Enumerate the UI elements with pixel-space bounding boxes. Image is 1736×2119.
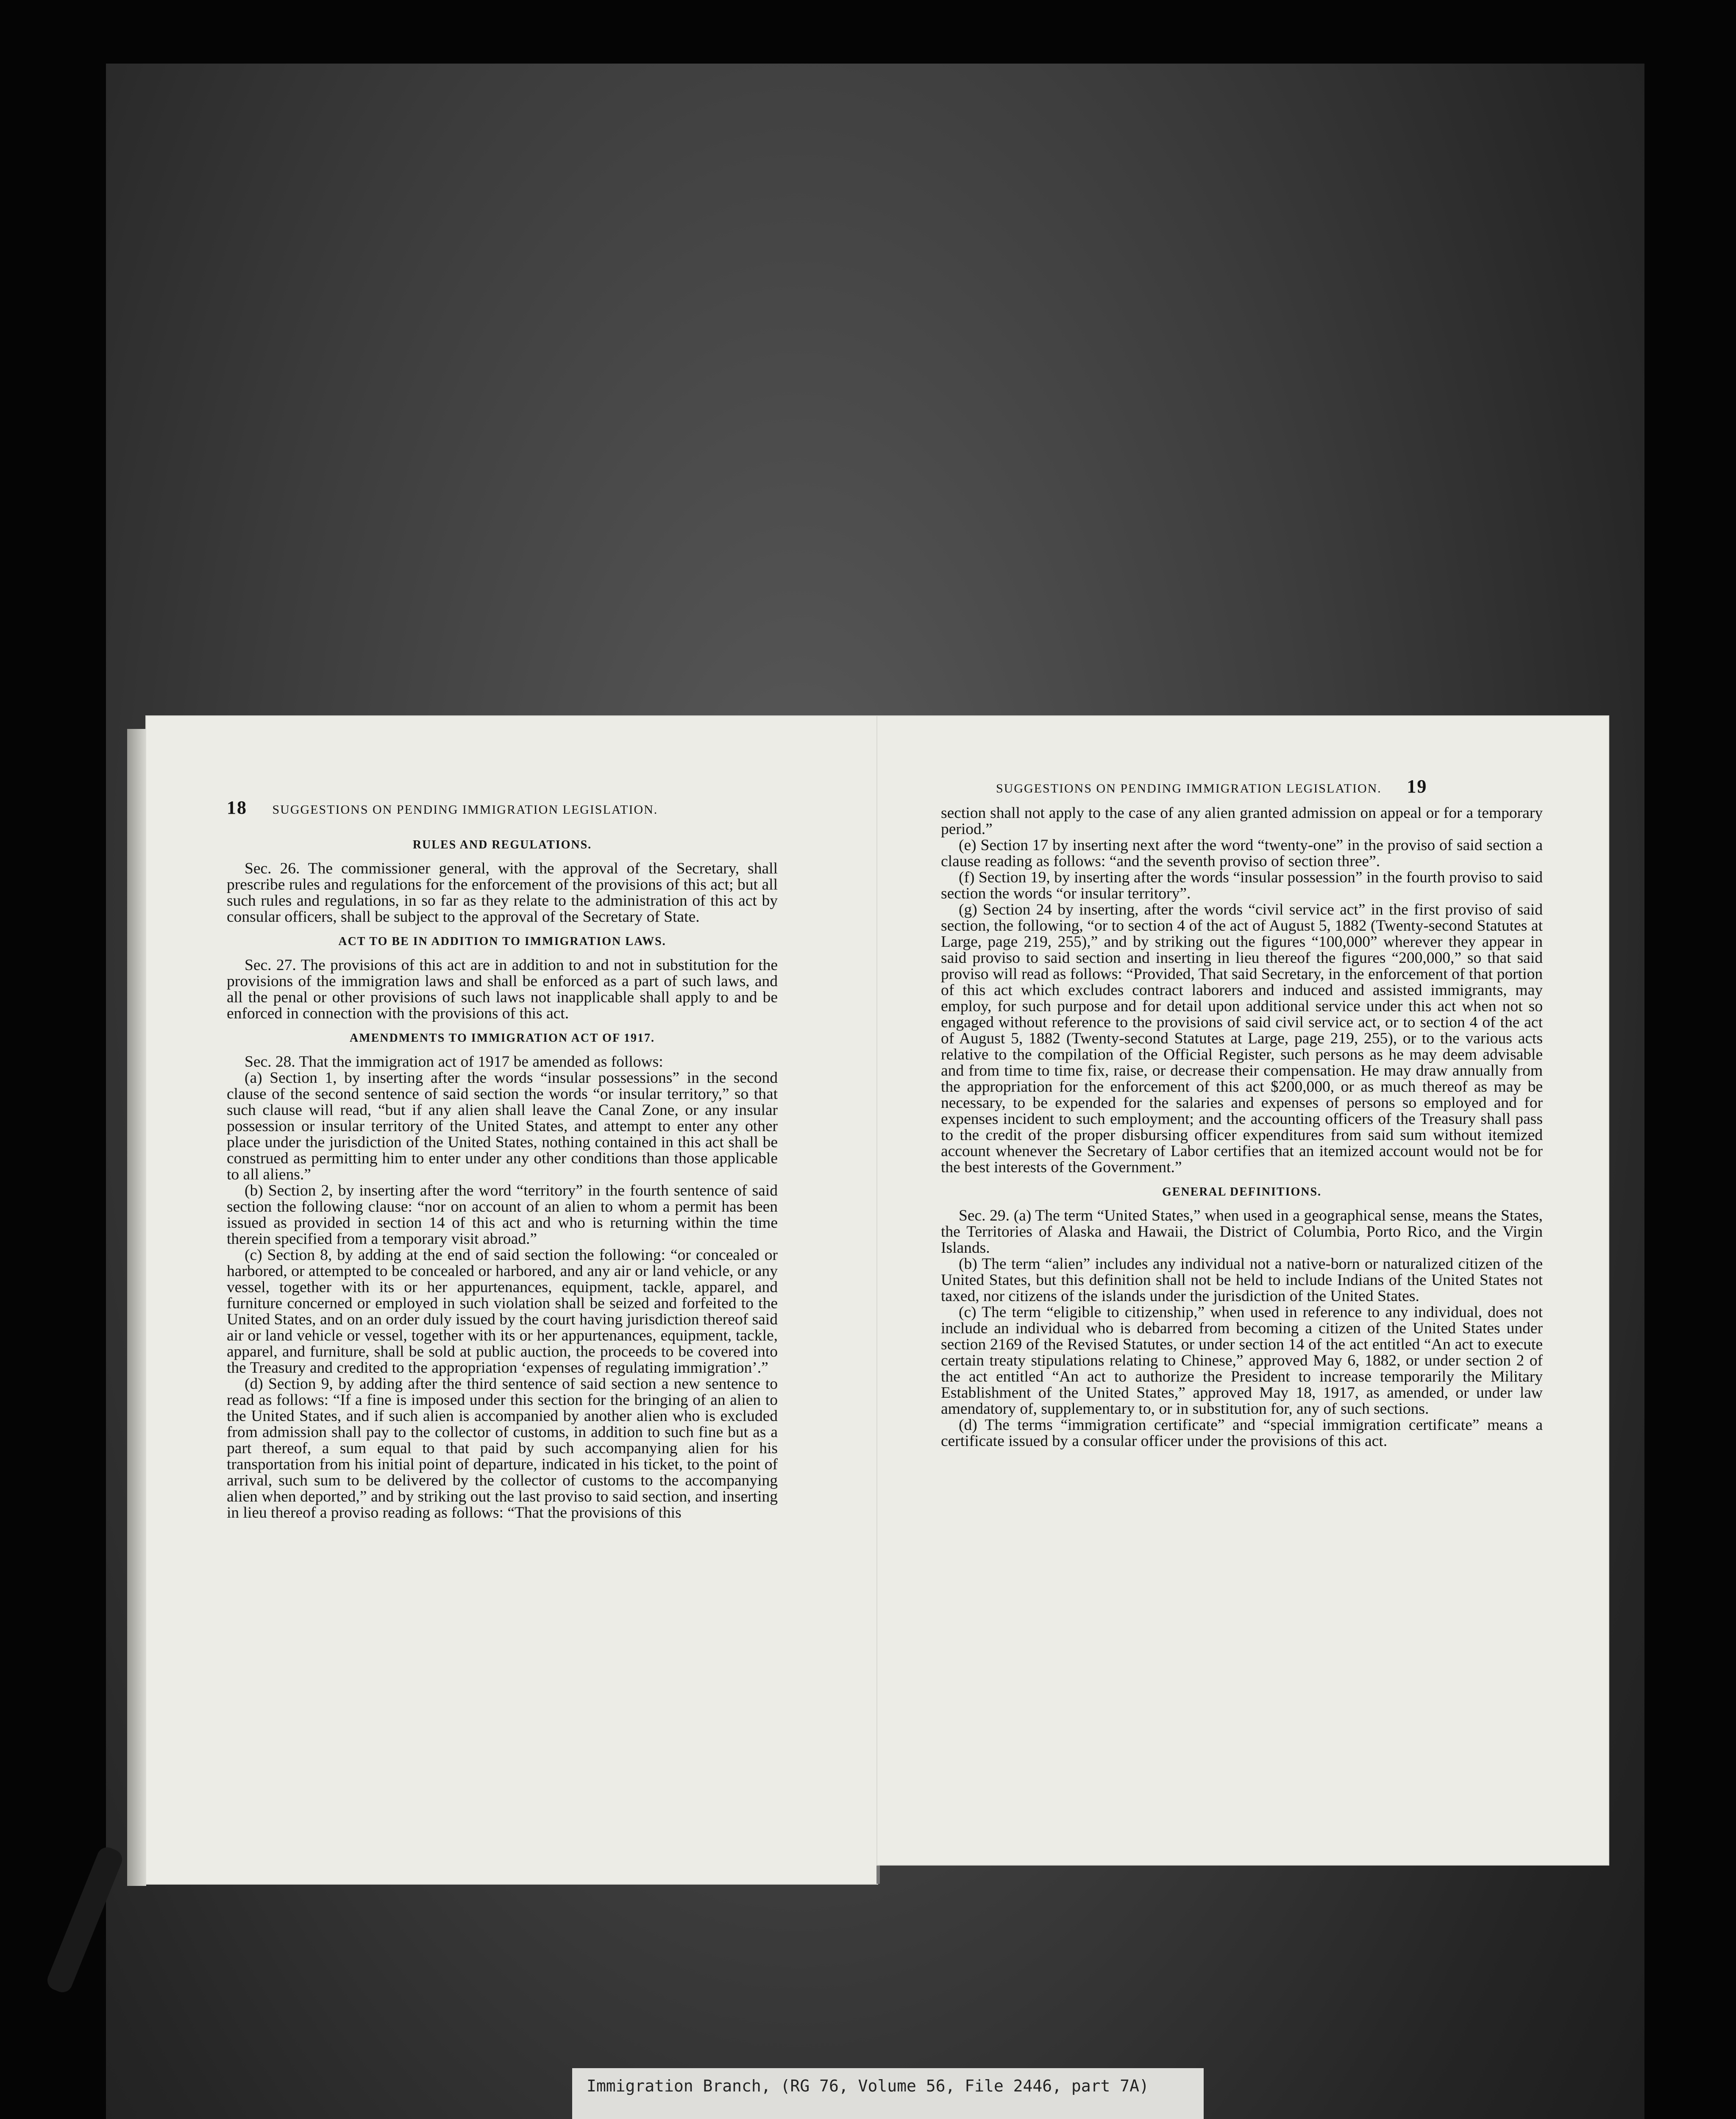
right-page-number: 19 <box>1407 776 1427 797</box>
left-running-head <box>227 797 658 818</box>
paragraph: (b) The term “alien” includes any individual not a native-born or naturalized citizen of the United States, but this definition shall not be held to include Indians of the United States not taxed, nor citizens of the islands under the jurisdiction of the United States. <box>941 1255 1543 1305</box>
paragraph: (c) The term “eligible to citizenship,” when used in reference to any individual, does not include an individual who is debarred from becoming a citizen of the United States under section 2169 of the Revised Statutes, or under section 14 of the act entitled “An act to execute certain treaty stipulations relating to Chinese,” approved May 6, 1882, or under section 2 of the act entitled “An act to authorize the President to increase temporarily the Military Establishment of the United States,” approved May 18, 1917, as amended, or under law amendatory of, supplementary to, or in substitution for, any of such sections. <box>941 1304 1543 1418</box>
section-heading: RULES AND REGULATIONS. <box>412 838 592 851</box>
paragraph: Sec. 26. The commissioner general, with the approval of the Secretary, shall prescribe rules and regulations for the enforcement of the provisions of this act; but all such rules and regulations, in so far as they relate to the administration of this act by consular officers, shall be subject to the approval of the Secretary of State. <box>227 860 778 926</box>
paragraph: Sec. 28. That the immigration act of 1917 be amended as follows: <box>245 1053 663 1071</box>
section-heading: AMENDMENTS TO IMMIGRATION ACT OF 1917. <box>349 1032 655 1045</box>
paragraph: (c) Section 8, by adding at the end of said section the following: “or concealed or harbored, or attempted to be concealed or harbored, and any air or land vehicle, or any vessel, together with its or her appurtenances, equipment, tackle, apparel, and furniture concerned or employed in such violation shall be seized and forfeited to the United States, and on an order duly issued by the court having jurisdiction thereof said air or land vehicle or vessel, together with its or her appurtenances, equipment, tackle, apparel, and furniture, shall be sold at public auction, the proceeds to be covered into the Treasury and credited to the appropriation ‘expenses of regulating immigration’.” <box>227 1246 778 1377</box>
left-running-title: SUGGESTIONS ON PENDING IMMIGRATION LEGISLATION. <box>272 803 658 817</box>
left-body-text <box>227 829 778 1521</box>
paragraph: (g) Section 24 by inserting, after the words “civil service act” in the first proviso of said section, the following, “or to section 4 of the act of August 5, 1882 (Twenty-second Statutes at Large, page 219, 255),” and by striking out the figures “100,000” wherever they appear in said proviso to said section and inserting in lieu thereof the figures “200,000,” so that said proviso will read as follows: “Provided, That said Secretary, in the enforcement of that portion of this act which excludes contract laborers and induced and assisted immigrants, may employ, for such purpose and for detail upon additional service under this act when not so engaged without reference to the provisions of said civil service act, or to section 4 of the act of August 5, 1882 (Twenty-second Statutes at Large, page 219, 255), or to the various acts relative to the compilation of the Official Register, such persons as he may deem advisable and from time to time fix, raise, or decrease their compensation. He may draw annually from the appropriation for the enforcement of this act $200,000, or as much thereof as may be necessary, to be expended for the salaries and expenses of persons so employed and for expenses incident to such employment; and the accounting officers of the Treasury shall pass to the credit of the proper disbursing officer expenditures from said sum without itemized account whenever the Secretary of Labor certifies that an itemized account would not be for the best interests of the Government.” <box>941 901 1543 1176</box>
right-running-title: SUGGESTIONS ON PENDING IMMIGRATION LEGISLATION. <box>996 781 1382 795</box>
paragraph: (b) Section 2, by inserting after the word “territory” in the fourth sentence of said section the following clause: “nor on account of an alien to whom a permit has been issued as provided in section 14 of this act and who is returning within the time therein specified from a temporary visit abroad.” <box>227 1182 778 1248</box>
right-running-head <box>996 776 1427 797</box>
paragraph: Sec. 29. (a) The term “United States,” when used in a geographical sense, means the States, the Territories of Alaska and Hawaii, the District of Columbia, Porto Rico, and the Virgin Islands. <box>941 1207 1543 1257</box>
left-page <box>146 716 877 1884</box>
page-edge-stack <box>127 729 146 1886</box>
archive-reference-label: Immigration Branch, (RG 76, Volume 56, File 2446, part 7A) <box>572 2068 1204 2119</box>
paragraph: (d) Section 9, by adding after the third sentence of said section a new sentence to read as follows: “If a fine is imposed under this section for the bringing of an alien to the United States, and if such alien is accompanied by another alien who is excluded from admission shall pay to the collector of customs, in addition to such fine but as a part thereof, a sum equal to that paid by such accompanying alien for his transportation from his initial point of departure, indicated in his ticket, to the point of arrival, such sum to be delivered by the collector of customs to the accompanying alien when deported,” and by striking out the last proviso to said section, and inserting in lieu thereof a proviso reading as follows: “That the provisions of this <box>227 1375 778 1521</box>
paragraph: Sec. 27. The provisions of this act are in addition to and not in substitution for the provisions of the immigration laws and shall be enforced as a part of such laws, and all the penal or other provisions of such laws not inapplicable shall apply to and be enforced in connection with the provisions of this act. <box>227 957 778 1022</box>
paragraph: (d) The terms “immigration certificate” and “special immigration certificate” means a certificate issued by a consular officer under the provisions of this act. <box>941 1416 1543 1450</box>
right-body-text <box>941 805 1543 1449</box>
right-page <box>877 716 1608 1865</box>
paragraph: (e) Section 17 by inserting next after the word “twenty-one” in the proviso of said section a clause reading as follows: “and the seventh proviso of section three”. <box>941 837 1543 870</box>
section-heading: ACT TO BE IN ADDITION TO IMMIGRATION LAWS. <box>338 935 666 948</box>
paragraph: (f) Section 19, by inserting after the words “insular possession” in the fourth proviso to said section the words “or insular territory”. <box>941 869 1543 902</box>
continued-paragraph: section shall not apply to the case of any alien granted admission on appeal or for a temporary period.” <box>941 804 1543 838</box>
section-heading: GENERAL DEFINITIONS. <box>1162 1185 1322 1199</box>
paragraph: (a) Section 1, by inserting after the words “insular possessions” in the second clause of the second sentence of said section the words “or insular territory,” so that such clause will read, “but if any alien shall leave the Canal Zone, or any insular possession or insular territory of the United States, and attempt to enter any other place under the jurisdiction of the United States, nothing contained in this act shall be construed as permitting him to enter under any other conditions than those applicable to all aliens.” <box>227 1069 778 1183</box>
left-page-number: 18 <box>227 797 247 818</box>
